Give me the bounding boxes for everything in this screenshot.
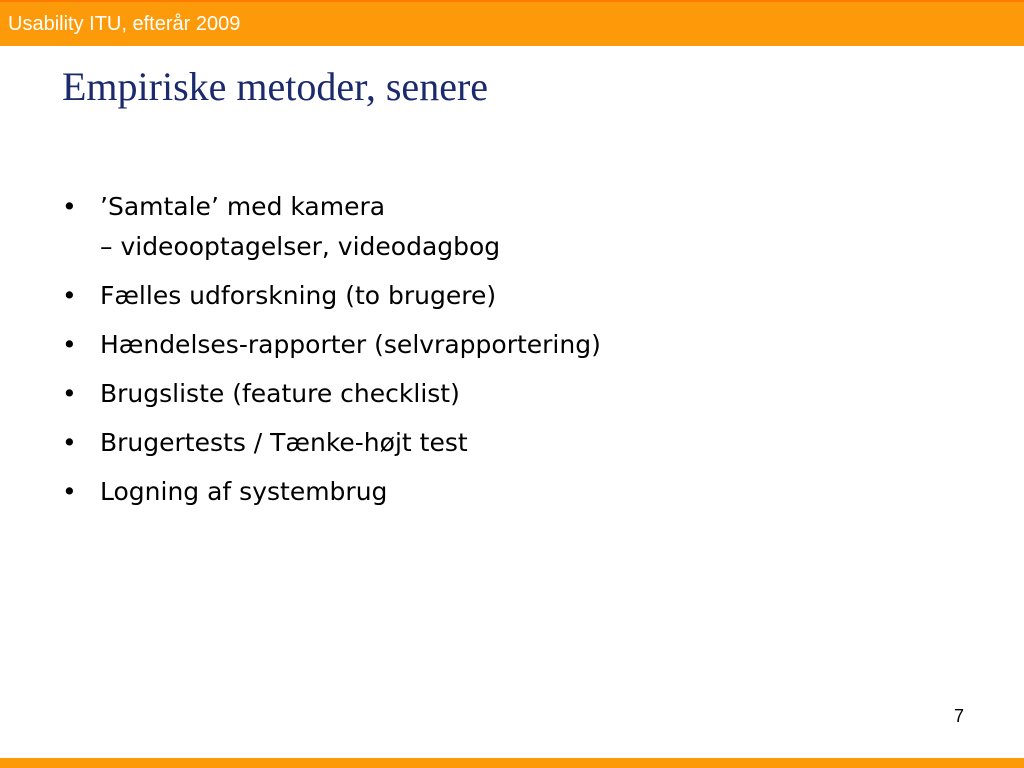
header-title: Usability ITU, efterår 2009	[8, 13, 241, 35]
bullet-text: Brugertests / Tænke-højt test	[100, 428, 468, 457]
footer-bar	[0, 758, 1024, 768]
header-bar	[0, 0, 1024, 46]
bullet-text: ’Samtale’ med kamera	[100, 192, 386, 221]
page-number: 7	[953, 706, 964, 726]
bullet-icon: •	[62, 330, 77, 359]
bullet-text: Hændelses-rapporter (selvrapportering)	[100, 330, 601, 359]
bullet-text: Logning af systembrug	[100, 477, 388, 506]
bullet-item	[62, 277, 962, 314]
bullet-text: Fælles udforskning (to brugere)	[100, 281, 497, 310]
bullet-icon: •	[62, 281, 77, 310]
bullet-item	[62, 473, 962, 510]
bullet-icon: •	[62, 428, 77, 457]
bullet-item	[62, 188, 962, 265]
bullet-item	[62, 375, 962, 412]
bullet-list	[62, 188, 962, 522]
bullet-icon: •	[62, 192, 77, 221]
bullet-subtext: – videooptagelser, videodagbog	[100, 232, 501, 261]
slide-title: Empiriske metoder, senere	[62, 64, 489, 109]
bullet-text: Brugsliste (feature checklist)	[100, 379, 460, 408]
bullet-icon: •	[62, 379, 77, 408]
bullet-icon: •	[62, 477, 77, 506]
bullet-item	[62, 326, 962, 363]
bullet-item	[62, 424, 962, 461]
